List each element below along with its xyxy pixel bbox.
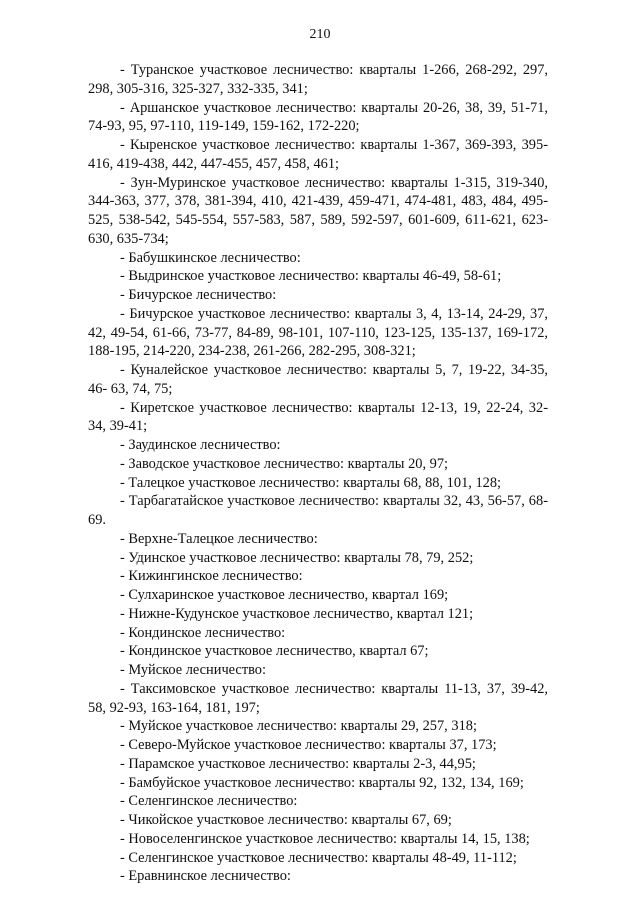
text-line: - Бичурское участковое лесничество: кварталы 3, 4, 13-14, 24-29, 37,	[120, 305, 548, 322]
text-line: - Удинское участковое лесничество: кварталы 78, 79, 252;	[120, 549, 474, 566]
text-line: - Талецкое участковое лесничество: кварталы 68, 88, 101, 128;	[120, 474, 502, 491]
text-line: - Еравнинское лесничество:	[120, 868, 291, 885]
text-line: - Муйское участковое лесничество: кварталы 29, 257, 318;	[120, 718, 477, 735]
text-line: 298, 305-316, 325-327, 332-335, 341;	[88, 80, 308, 97]
text-line: 69.	[88, 512, 106, 528]
document-body	[88, 61, 548, 886]
text-line: 188-195, 214-220, 234-238, 261-266, 282-295, 308-321;	[88, 343, 416, 360]
text-line: - Нижне-Кудунское участковое лесничество, квартал 121;	[120, 605, 474, 622]
text-line: 630, 635-734;	[88, 230, 169, 247]
text-line: - Бабушкинское лесничество:	[120, 249, 301, 266]
text-line: - Бичурское лесничество:	[120, 287, 277, 303]
text-line: - Кыренское участковое лесничество: кварталы 1-367, 369-393, 395-	[120, 137, 548, 153]
text-line: - Киретское участковое лесничество: кварталы 12-13, 19, 22-24, 32-	[120, 399, 548, 416]
text-line: 344-363, 377, 378, 381-394, 410, 421-439, 459-471, 474-481, 483, 484, 495-	[88, 193, 548, 210]
text-line: - Селенгинское лесничество:	[120, 793, 298, 810]
text-line: - Заудинское лесничество:	[120, 437, 281, 453]
text-line: - Чикойское участковое лесничество: кварталы 67, 69;	[120, 812, 452, 828]
text-line: - Таксимовское участковое лесничество: кварталы 11-13, 37, 39-42,	[120, 680, 548, 697]
text-line: - Кондинское лесничество:	[120, 624, 286, 641]
page-number: 210	[309, 27, 331, 42]
text-line: - Бамбуйское участковое лесничество: кварталы 92, 132, 134, 169;	[120, 774, 524, 791]
text-line: - Сулхаринское участковое лесничество, квартал 169;	[120, 587, 449, 603]
text-line: 74-93, 95, 97-110, 119-149, 159-162, 172-220;	[88, 118, 360, 135]
text-line: - Тарбагатайское участковое лесничество: кварталы 32, 43, 56-57, 68-	[120, 493, 548, 510]
text-line: 525, 538-542, 545-554, 557-583, 587, 589, 592-597, 601-609, 611-621, 623-	[88, 212, 548, 228]
text-line: 34, 39-41;	[88, 418, 148, 435]
text-line: - Куналейское участковое лесничество: кварталы 5, 7, 19-22, 34-35,	[120, 362, 548, 378]
text-line: - Туранское участковое лесничество: кварталы 1-266, 268-292, 297,	[120, 62, 548, 78]
text-line: - Северо-Муйское участковое лесничество: кварталы 37, 173;	[120, 737, 497, 753]
text-line: - Кондинское участковое лесничество, квартал 67;	[120, 643, 429, 660]
text-line: - Верхне-Талецкое лесничество:	[120, 530, 318, 547]
text-line: 416, 419-438, 442, 447-455, 457, 458, 461;	[88, 155, 340, 172]
text-line: - Аршанское участковое лесничество: кварталы 20-26, 38, 39, 51-71,	[120, 99, 548, 116]
text-line: - Заводское участковое лесничество: кварталы 20, 97;	[120, 455, 449, 472]
text-line: - Муйское лесничество:	[120, 662, 266, 678]
text-line: 42, 49-54, 61-66, 73-77, 84-89, 98-101, 107-110, 123-125, 135-137, 169-172,	[88, 324, 548, 341]
text-line: - Кижингинское лесничество:	[120, 568, 303, 585]
text-line: - Парамское участковое лесничество: кварталы 2-3, 44,95;	[120, 755, 476, 772]
text-line: - Селенгинское участковое лесничество: кварталы 48-49, 11-112;	[120, 849, 517, 866]
text-line: 58, 92-93, 163-164, 181, 197;	[88, 699, 260, 716]
text-line: - Новоселенгинское участковое лесничество: кварталы 14, 15, 138;	[120, 830, 530, 847]
text-line: 46- 63, 74, 75;	[88, 380, 173, 397]
text-line: - Выдринское участковое лесничество: кварталы 46-49, 58-61;	[120, 268, 502, 285]
text-line: - Зун-Муринское участковое лесничество: кварталы 1-315, 319-340,	[120, 174, 548, 191]
